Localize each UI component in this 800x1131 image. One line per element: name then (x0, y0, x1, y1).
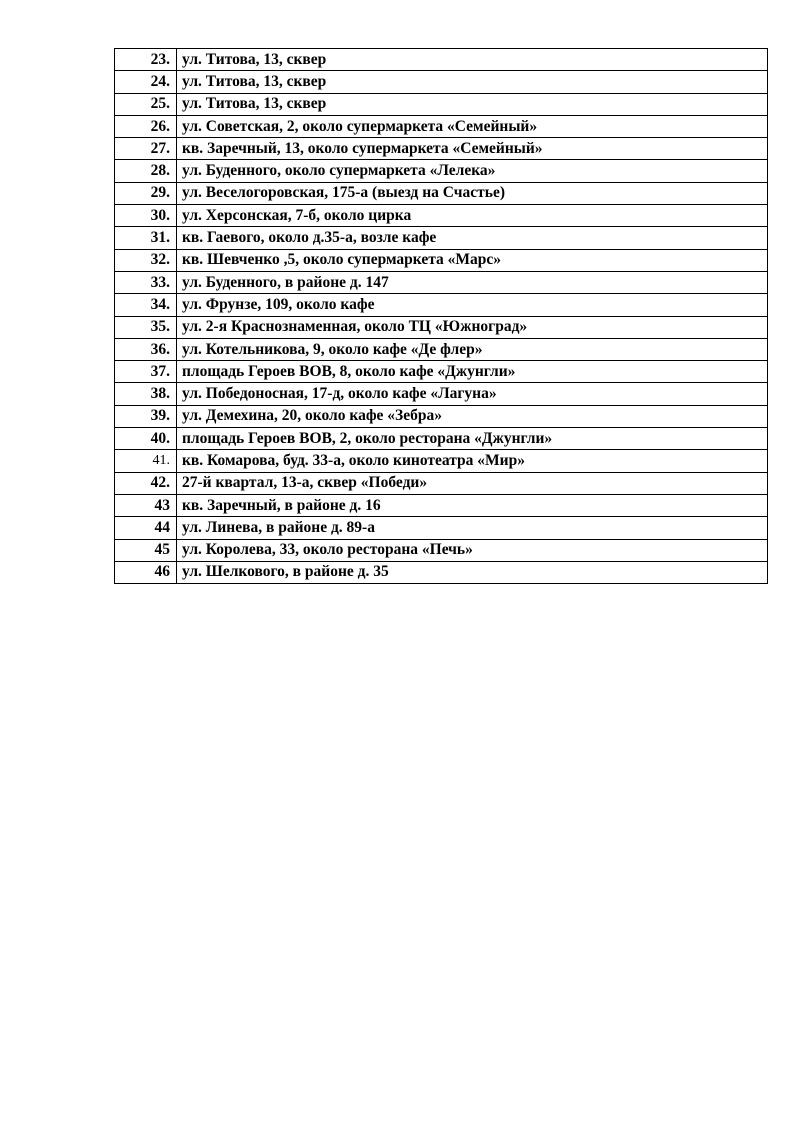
row-number: 36. (115, 338, 177, 360)
row-number: 31. (115, 227, 177, 249)
row-number: 34. (115, 294, 177, 316)
row-address: ул. Котельникова, 9, около кафе «Де флер» (177, 338, 768, 360)
row-address: ул. Фрунзе, 109, около кафе (177, 294, 768, 316)
row-number: 33. (115, 271, 177, 293)
row-address: площадь Героев ВОВ, 2, около ресторана «Джунгли» (177, 428, 768, 450)
row-address: ул. Буденного, около супермаркета «Лелека» (177, 160, 768, 182)
table-row (115, 160, 768, 182)
row-address: кв. Гаевого, около д.35-а, возле кафе (177, 227, 768, 249)
table-row (115, 49, 768, 71)
row-number: 43 (115, 494, 177, 516)
row-address: ул. Королева, 33, около ресторана «Печь» (177, 539, 768, 561)
table-row (115, 294, 768, 316)
row-number: 32. (115, 249, 177, 271)
row-address: площадь Героев ВОВ, 8, около кафе «Джунгли» (177, 361, 768, 383)
row-number: 39. (115, 405, 177, 427)
table-row (115, 338, 768, 360)
address-table (114, 48, 768, 584)
table-row (115, 138, 768, 160)
row-number: 24. (115, 71, 177, 93)
table-row (115, 249, 768, 271)
row-address: ул. Титова, 13, сквер (177, 49, 768, 71)
row-number: 25. (115, 93, 177, 115)
table-row (115, 539, 768, 561)
table-row (115, 383, 768, 405)
row-number: 38. (115, 383, 177, 405)
table-row (115, 205, 768, 227)
table-row (115, 494, 768, 516)
row-number: 29. (115, 182, 177, 204)
table-row (115, 405, 768, 427)
row-number: 45 (115, 539, 177, 561)
row-number: 44 (115, 517, 177, 539)
row-address: ул. Линева, в районе д. 89-а (177, 517, 768, 539)
row-number: 28. (115, 160, 177, 182)
row-address: кв. Шевченко ,5, около супермаркета «Марс» (177, 249, 768, 271)
row-number: 42. (115, 472, 177, 494)
row-address: ул. Херсонская, 7-б, около цирка (177, 205, 768, 227)
table-row (115, 182, 768, 204)
table-row (115, 472, 768, 494)
row-address: ул. Демехина, 20, около кафе «Зебра» (177, 405, 768, 427)
row-address: 27-й квартал, 13-а, сквер «Победи» (177, 472, 768, 494)
row-number: 23. (115, 49, 177, 71)
row-number: 27. (115, 138, 177, 160)
row-number: 26. (115, 115, 177, 137)
row-address: кв. Заречный, в районе д. 16 (177, 494, 768, 516)
row-number: 41. (115, 450, 177, 472)
row-number: 40. (115, 428, 177, 450)
table-row (115, 428, 768, 450)
row-address: кв. Заречный, 13, около супермаркета «Семейный» (177, 138, 768, 160)
table-row (115, 561, 768, 583)
row-number: 37. (115, 361, 177, 383)
row-address: ул. 2-я Краснознаменная, около ТЦ «Южноград» (177, 316, 768, 338)
row-address: кв. Комарова, буд. 33-а, около кинотеатра «Мир» (177, 450, 768, 472)
table-row (115, 227, 768, 249)
table-row (115, 361, 768, 383)
row-number: 35. (115, 316, 177, 338)
table-row (115, 316, 768, 338)
row-address: ул. Шелкового, в районе д. 35 (177, 561, 768, 583)
table-row (115, 93, 768, 115)
row-address: ул. Победоносная, 17-д, около кафе «Лагуна» (177, 383, 768, 405)
row-address: ул. Титова, 13, сквер (177, 93, 768, 115)
table-row (115, 115, 768, 137)
table-row (115, 517, 768, 539)
table-row (115, 271, 768, 293)
row-address: ул. Советская, 2, около супермаркета «Семейный» (177, 115, 768, 137)
row-number: 46 (115, 561, 177, 583)
table-row (115, 450, 768, 472)
row-address: ул. Веселогоровская, 175-а (выезд на Счастье) (177, 182, 768, 204)
row-address: ул. Титова, 13, сквер (177, 71, 768, 93)
row-address: ул. Буденного, в районе д. 147 (177, 271, 768, 293)
row-number: 30. (115, 205, 177, 227)
table-row (115, 71, 768, 93)
address-table-body (115, 49, 768, 584)
